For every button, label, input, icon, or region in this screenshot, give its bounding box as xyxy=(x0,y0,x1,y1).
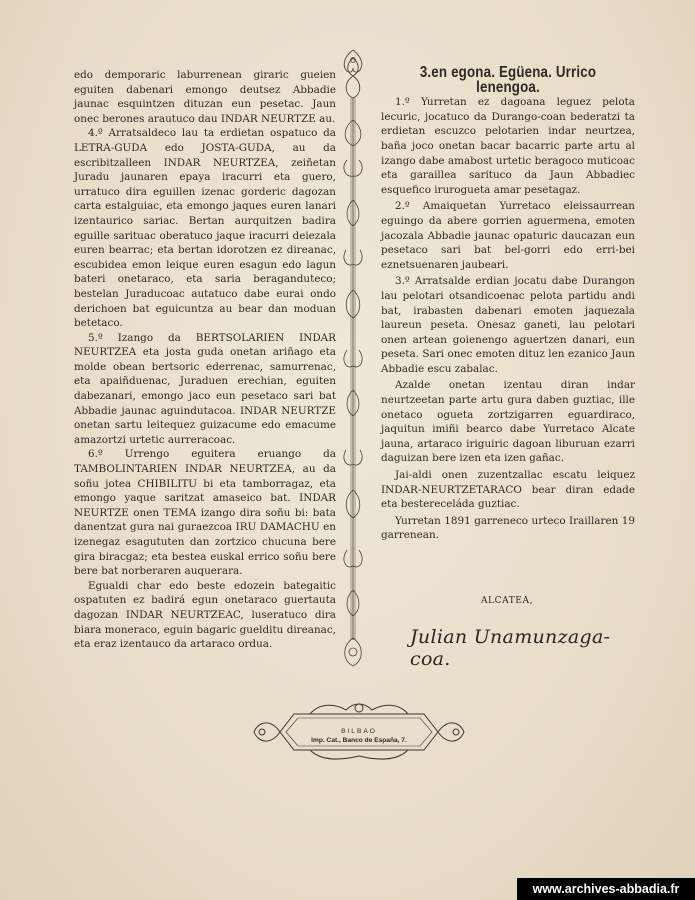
left-paragraph-1: edo demporaric laburrenean giraric gueien eguiten dabenari emongo deutsez Abbadie jaunac esquintzen dituzan eun pesetac. Jaun onec berones arautuco dau INDAR NEURTZE au. xyxy=(74,69,336,125)
left-column xyxy=(74,68,336,652)
right-paragraph-jai-aldi: Jai-aldi onen zuzentzallac escatu leiquez INDAR-NEURTZETARACO bear diran edade eta bestereceláda guztiac. xyxy=(381,469,635,511)
right-paragraph-arratsalde: 3.º Arratsalde erdian jocatu dabe Durangon lau pelotari otsandicoenac pelota partidu andi bat, irabasten dabenari emoten jaquezala laureun peseta. Onesaz ganeti, lau pelotari onen artean goienengo aguertzen danari, eun peseta. Sari onec emoten dituz len ezanico Jaun Abbadie escu zabalac. xyxy=(381,275,635,375)
right-paragraph-azalde: Azalde onetan izentau diran indar neurtzeetan parte artu gura daben guztiac, ille onetaco ogueta zortzigarren eguardiraco, jaquitun imiñi bearco dabe Yurretaco Alcate jauna, artaraco iriguiric dagoan liburuan ezarri daguizan bere izen eta izen gañac. xyxy=(381,379,635,465)
imprint-city: BILBAO xyxy=(341,728,377,735)
right-column xyxy=(381,66,635,543)
signer-title: ALCATEA, xyxy=(480,596,534,606)
ornamental-column-divider xyxy=(336,50,370,670)
left-paragraph-bertsolarien: 5.º Izango da BERTSOLARIEN INDAR NEURTZEA eta josta guda onetan ariñago eta molde obean bertsoric ederrenac, samurrenac, eta apaiñduenac, Juraduen erechian, eguiten dabezanari, emongo jaco eun pesetaco sari bat Abbadie jaunac aguindutacoa. INDAR NEURTZE onetan sartu leitequez guizacume edo emacume amazortzi urtetic aurreracoac. xyxy=(74,331,336,446)
section-heading: 3.en egona. Egüena. Urrico lenengoa. xyxy=(419,64,597,96)
right-paragraph-date: Yurretan 1891 garreneco urteco Iraillaren 19 garrenean. xyxy=(381,514,635,542)
signature: Julian Unamunzaga-coa. xyxy=(410,626,611,670)
imprint-address: Imp. Cat., Banco de España, 7. xyxy=(311,737,407,744)
archive-watermark: www.archives-abbadia.fr xyxy=(517,878,695,900)
printer-imprint-text xyxy=(296,727,422,745)
left-paragraph-tambolintarien: 6.º Urrengo eguitera eruango da TAMBOLINTARIEN INDAR NEURTZEA, au da soñu jotea CHIBILITU bi eta tamborragaz, eta emongo yaque saritzat amaseico bat. INDAR NEURTZE onen TEMA izango dira soñu bi: bata danentzat gura nai guraezcoa IRU DAMACHU en izenegaz esagututen dan zortzico chucuna bere gira biracgaz; eta bestea euskal errico soñu bere bere bat norberaren auquerara. xyxy=(74,448,336,578)
left-paragraph-egualdi: Egualdi char edo beste edozein bategaitic ospatuten ez badirá egun onetaraco guertauta dagozan INDAR NEURTZEAC, luseratuco dira biara moneraco, eguin bagaric guelditu direanac, eta eraz izentauco da artaraco ordua. xyxy=(74,579,336,651)
left-paragraph-letra-guda: 4.º Arratsaldeco lau ta erdietan ospatuco da LETRA-GUDA edo JOSTA-GUDA, au da escribitzalleen INDAR NEURTZEA, zeiñetan Juradu jaunaren epaya iracurri eta guero, urratuco dira eguillen izenac gorderic dagozan carta estalguiac, eta emongo jaques euren lanari izentaurico sariac. Bertan aurquitzen badira eguille sarituac oberatuco jaque iracurri deiezala euren bearrac; eta bertan idorotzen ez direanac, escubidea emon leique euren esagun edo lagun bateri onetaraco, eta saria beraganduteco; bestelan Juraducoac autatuco dabe eurai ondo derichoen bat eguicuntza au bear dan moduan betetaco. xyxy=(74,127,336,330)
right-paragraph-abere-gorrien: 2.º Amaiquetan Yurretaco eleissaurrean eguingo da abere gorrien aguermena, emoten jacozala Abbadie jaunac opaturic daucazan eun pesetaco sari bat bel-gorri edo erri-bei eznetsuenaren jaubeari. xyxy=(381,200,635,271)
right-paragraph-pelota: 1.º Yurretan ez dagoana leguez pelota lecuric, jocatuco da Durango-coan bederatzi ta erdietan escuzco pelotarien indar neurtzea, baña joco onetan bacar bacarric parte artu al izango dabe amabost urtetic beragoco muticoac eta garaillea sarituco da Jaun Abbadiec esquefico irurogueta amar pesetagaz. xyxy=(381,96,635,196)
